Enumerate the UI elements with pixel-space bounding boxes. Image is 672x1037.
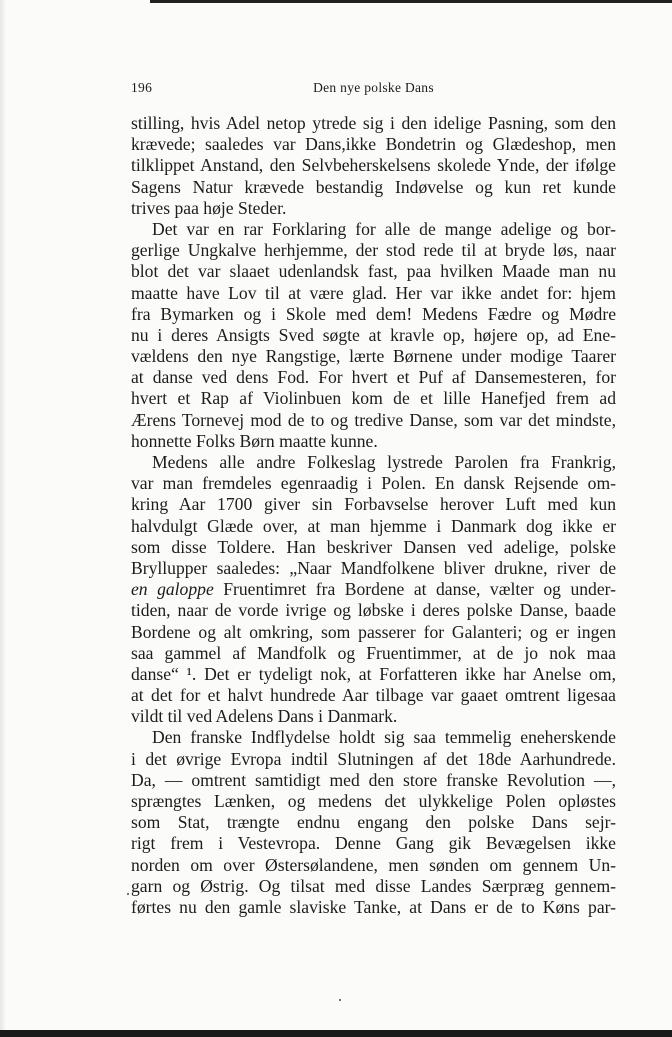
text-line: i det øvrige Evropa indtil Slutningen af det 18de Aarhundrede. bbox=[131, 748, 616, 769]
text-line: kring Aar 1700 giver sin Forbavselse herover Luft med kun bbox=[131, 494, 616, 515]
text-line: tilklippet Anstand, den Selvbeherskelsens skolede Ynde, der ifølge bbox=[131, 155, 616, 176]
text-line: tiden, naar de vorde ivrige og løbske i deres polske Danse, baade bbox=[131, 600, 616, 621]
text-line: gerlige Ungkalve herhjemme, der stod rede til at bryde løs, naar bbox=[131, 240, 616, 261]
text-line: Bordene og alt omkring, som passerer for Galanteri; og er ingen bbox=[131, 621, 616, 642]
text-line: stilling, hvis Adel netop ytrede sig i den idelige Pasning, som den bbox=[131, 113, 616, 133]
text-line: maatte have Lov til at være glad. Her var ikke andet for: hjem bbox=[131, 282, 616, 303]
page-edge-shadow bbox=[0, 0, 6, 1037]
bottom-border-rule bbox=[0, 1030, 672, 1037]
body-text bbox=[131, 113, 616, 918]
text-line bbox=[131, 579, 616, 600]
text-line: Det var en rar Forklaring for alle de mange adelige og bor- bbox=[152, 218, 616, 239]
text-line: Den franske Indflydelse holdt sig saa temmelig eneherskende bbox=[152, 727, 616, 748]
top-border-rule bbox=[150, 0, 672, 3]
italic-phrase: en galoppe bbox=[131, 579, 214, 600]
text-line: som disse Toldere. Han beskriver Dansen ved adelige, polske bbox=[131, 536, 616, 557]
text-line: saa gammel af Mandfolk og Fruentimmer, at de jo nok maa bbox=[131, 642, 616, 663]
page-number: 196 bbox=[131, 80, 153, 95]
text-line: at det for et halvt hundrede Aar tilbage var gaaet omtrent ligesaa bbox=[131, 685, 616, 706]
text-line: honnette Folks Børn maatte kunne. bbox=[131, 430, 378, 451]
text-line: sprængtes Lænken, og medens det ulykkelige Polen opløstes bbox=[131, 791, 616, 811]
text-line: fra Bymarken og i Skole med dem! Medens Fædre og Mødre bbox=[131, 303, 616, 324]
text-line: nu i deres Ansigts Sved søgte at kravle op, højere op, ad Ene- bbox=[131, 324, 616, 345]
text-line: rigt frem i Vestevropa. Denne Gang gik Bevægelsen ikke bbox=[131, 833, 616, 854]
text-line-rest: Fruentimret fra Bordene at danse, vælter og under- bbox=[213, 579, 616, 600]
text-line: Medens alle andre Folkeslag lystrede Parolen fra Frankrig, bbox=[152, 452, 616, 472]
text-line: vildt til ved Adelens Dans i Danmark. bbox=[131, 706, 398, 727]
text-line: blot det var slaaet udenlandsk fast, paa hvilken Maade man nu bbox=[131, 261, 616, 282]
text-line: Da, — omtrent samtidigt med den store franske Revolution —, bbox=[131, 769, 616, 790]
text-line: krævede; saaledes var Dans,ikke Bondetrin og Glædeshop, men bbox=[131, 134, 616, 155]
text-line: Ærens Tornevej mod de to og tredive Danse, som var det mindste, bbox=[131, 409, 616, 430]
text-line: som Stat, trængte endnu engang den polske Dans sejr- bbox=[131, 812, 616, 833]
text-line: førtes nu den gamle slaviske Tanke, at Dans er de to Køns par- bbox=[131, 896, 616, 917]
text-line: vældens den nye Rangstige, lærte Børnene under modige Taarer bbox=[131, 346, 616, 367]
running-title: Den nye polske Dans bbox=[313, 80, 434, 95]
text-line: halvdulgt Glæde over, at man hjemme i Danmark dog ikke er bbox=[131, 515, 616, 536]
text-line: Sagens Natur krævede bestandig Indøvelse og kun ret kunde bbox=[131, 176, 616, 197]
text-line: at danse ved dens Fod. For hvert et Puf af Dansemesteren, for bbox=[131, 367, 616, 388]
text-line: var man fremdeles egenraadig i Polen. En dansk Rejsende om- bbox=[131, 473, 616, 494]
text-line: Bryllupper saaledes: „Naar Mandfolkene bliver drukne, river de bbox=[131, 557, 616, 578]
text-line: norden om over Østersølandene, men sønden om gennem Un- bbox=[131, 854, 616, 875]
print-speck bbox=[127, 893, 129, 895]
running-head bbox=[131, 80, 616, 98]
text-line: garn og Østrig. Og tilsat med disse Landes Særpræg gennem- bbox=[131, 875, 616, 896]
text-line: danse“ ¹. Det er tydeligt nok, at Forfatteren ikke har Anelse om, bbox=[131, 663, 616, 684]
text-line: hvert et Rap af Violinbuen kom de et lille Hanefjed frem ad bbox=[131, 388, 616, 409]
print-speck bbox=[339, 999, 341, 1001]
text-line: trives paa høje Steder. bbox=[131, 197, 287, 218]
